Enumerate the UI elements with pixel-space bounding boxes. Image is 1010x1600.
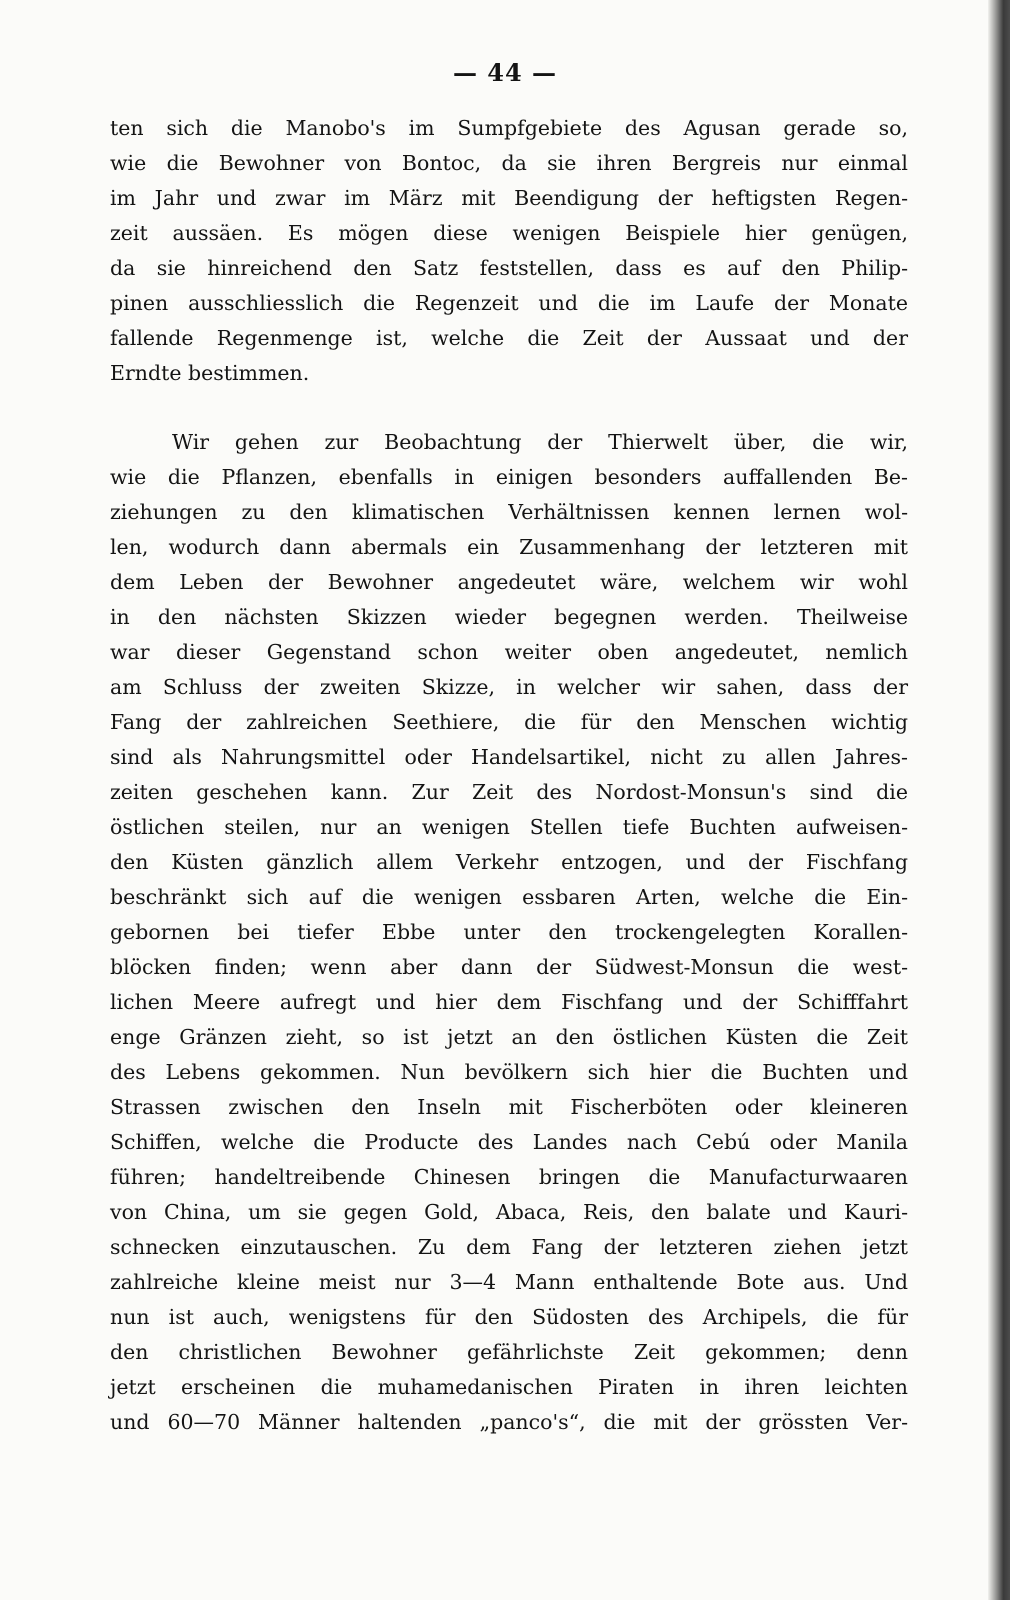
- text-line: den Küsten gänzlich allem Verkehr entzogen, und der Fischfang: [110, 850, 908, 874]
- text-line: von China, um sie gegen Gold, Abaca, Reis, den balate und Kauri-: [110, 1200, 908, 1224]
- text-line: im Jahr und zwar im März mit Beendigung der heftigsten Regen-: [110, 186, 908, 210]
- text-line: Erndte bestimmen.: [110, 361, 310, 385]
- text-line: sind als Nahrungsmittel oder Handelsartikel, nicht zu allen Jahres-: [110, 745, 908, 769]
- text-line: Strassen zwischen den Inseln mit Fischerböten oder kleineren: [110, 1095, 908, 1119]
- text-line: beschränkt sich auf die wenigen essbaren Arten, welche die Ein-: [110, 885, 908, 909]
- text-line: lichen Meere aufregt und hier dem Fischfang und der Schifffahrt: [110, 990, 908, 1014]
- text-line: nun ist auch, wenigstens für den Südosten des Archipels, die für: [110, 1305, 908, 1329]
- text-line: gebornen bei tiefer Ebbe unter den trockengelegten Korallen-: [110, 920, 908, 944]
- text-line: da sie hinreichend den Satz feststellen, dass es auf den Philip-: [110, 256, 908, 280]
- text-line: östlichen steilen, nur an wenigen Stellen tiefe Buchten aufweisen-: [110, 815, 908, 839]
- text-line: Schiffen, welche die Producte des Landes nach Cebú oder Manila: [110, 1130, 908, 1154]
- text-line: Wir gehen zur Beobachtung der Thierwelt über, die wir,: [172, 430, 908, 454]
- text-line: enge Gränzen zieht, so ist jetzt an den östlichen Küsten die Zeit: [110, 1025, 908, 1049]
- text-line: am Schluss der zweiten Skizze, in welcher wir sahen, dass der: [110, 675, 908, 699]
- text-line: den christlichen Bewohner gefährlichste Zeit gekommen; denn: [110, 1340, 908, 1364]
- text-line: und 60—70 Männer haltenden „panco's“, die mit der grössten Ver-: [110, 1410, 908, 1434]
- text-line: schnecken einzutauschen. Zu dem Fang der letzteren ziehen jetzt: [110, 1235, 908, 1259]
- page-number: — 44 —: [452, 58, 558, 87]
- text-line: zeit aussäen. Es mögen diese wenigen Beispiele hier genügen,: [110, 221, 908, 245]
- text-line: dem Leben der Bewohner angedeutet wäre, welchem wir wohl: [110, 570, 908, 594]
- text-line: jetzt erscheinen die muhamedanischen Piraten in ihren leichten: [110, 1375, 908, 1399]
- binding-edge: [988, 0, 1010, 1600]
- text-line: war dieser Gegenstand schon weiter oben angedeutet, nemlich: [110, 640, 908, 664]
- text-line: des Lebens gekommen. Nun bevölkern sich hier die Buchten und: [110, 1060, 908, 1084]
- text-line: zahlreiche kleine meist nur 3—4 Mann enthaltende Bote aus. Und: [110, 1270, 908, 1294]
- text-line: ten sich die Manobo's im Sumpfgebiete des Agusan gerade so,: [110, 116, 908, 140]
- text-line: pinen ausschliesslich die Regenzeit und die im Laufe der Monate: [110, 291, 908, 315]
- text-line: führen; handeltreibende Chinesen bringen die Manufacturwaaren: [110, 1165, 908, 1189]
- text-line: Fang der zahlreichen Seethiere, die für den Menschen wichtig: [110, 710, 908, 734]
- text-line: wie die Pflanzen, ebenfalls in einigen besonders auffallenden Be-: [110, 465, 908, 489]
- text-line: wie die Bewohner von Bontoc, da sie ihren Bergreis nur einmal: [110, 151, 908, 175]
- text-line: len, wodurch dann abermals ein Zusammenhang der letzteren mit: [110, 535, 908, 559]
- text-line: fallende Regenmenge ist, welche die Zeit der Aussaat und der: [110, 326, 908, 350]
- text-line: blöcken finden; wenn aber dann der Südwest-Monsun die west-: [110, 955, 908, 979]
- text-line: ziehungen zu den klimatischen Verhältnissen kennen lernen wol-: [110, 500, 908, 524]
- text-line: zeiten geschehen kann. Zur Zeit des Nordost-Monsun's sind die: [110, 780, 908, 804]
- text-line: in den nächsten Skizzen wieder begegnen werden. Theilweise: [110, 605, 908, 629]
